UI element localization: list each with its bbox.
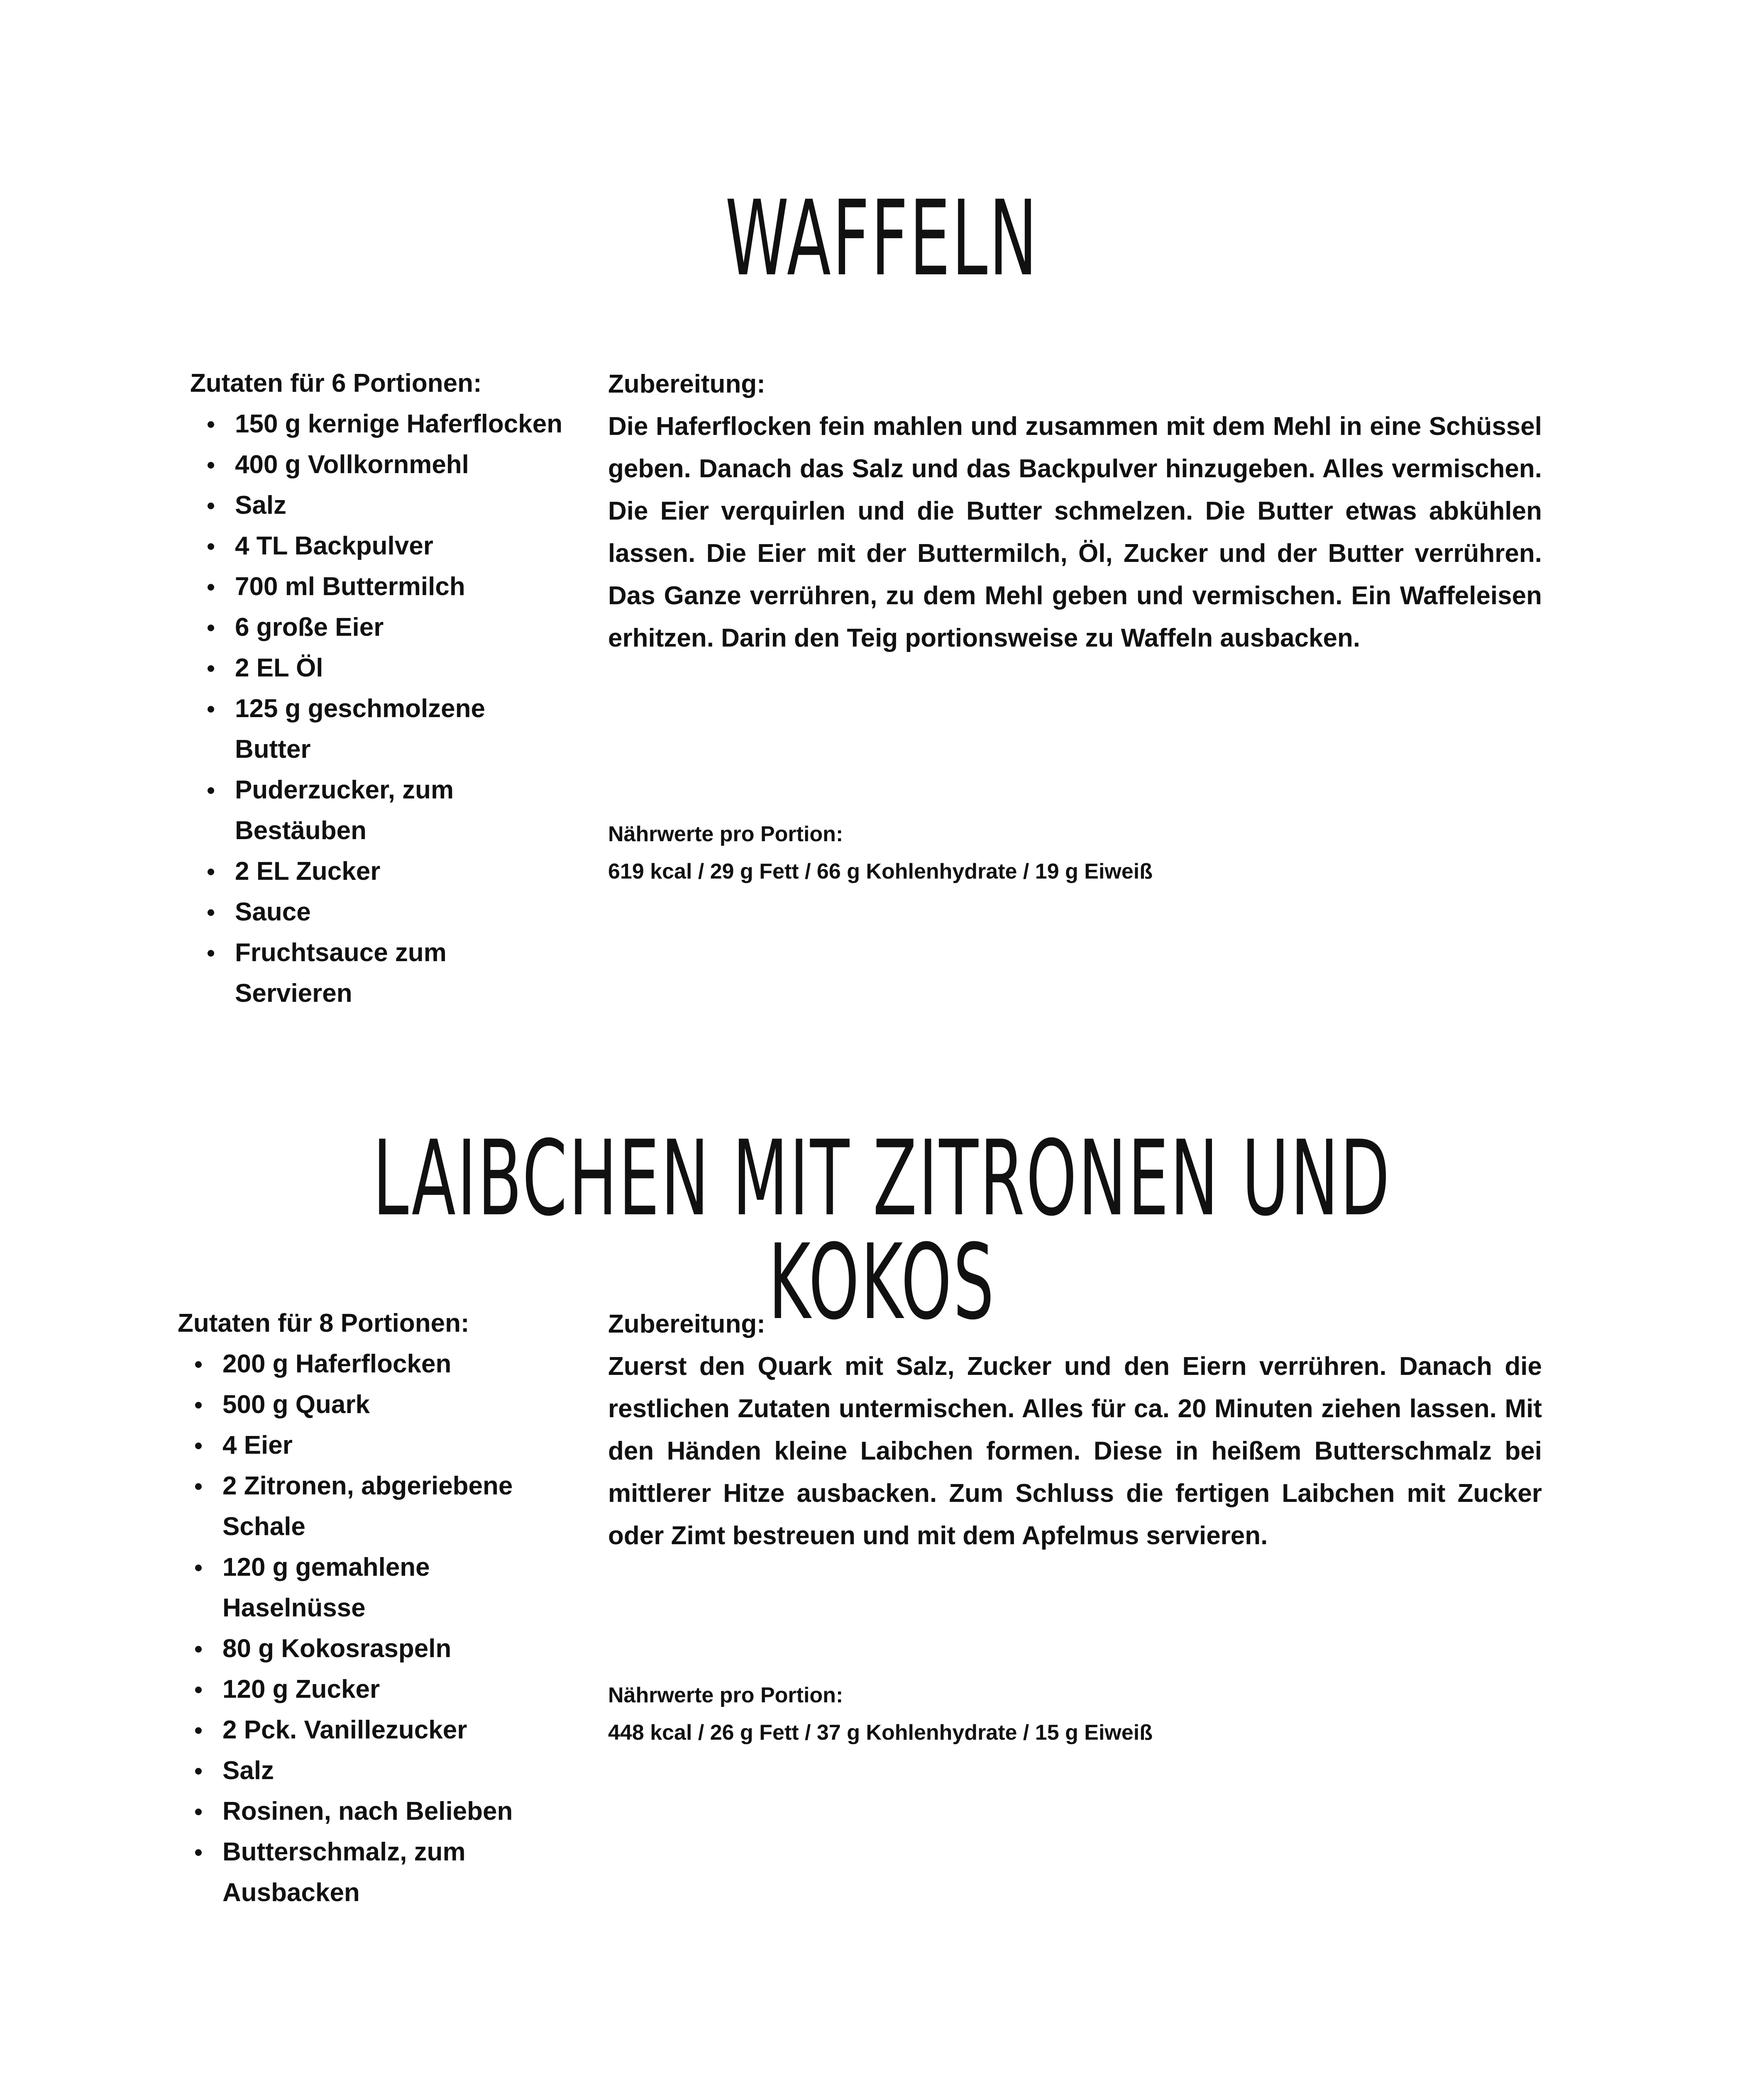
ingredients-section [178,1303,564,1913]
ingredient-item: 4 TL Backpulver [190,526,564,566]
ingredient-item: Rosinen, nach Belieben [178,1791,564,1832]
ingredient-item: 80 g Kokosraspeln [178,1628,564,1669]
ingredient-item: 400 g Vollkornmehl [190,444,564,485]
ingredient-item: 500 g Quark [178,1384,564,1425]
ingredient-item: 120 g gemahlene Haselnüsse [178,1547,564,1628]
preparation-section [608,363,1542,659]
ingredient-item: 2 Zitronen, abgeriebene Schale [178,1466,564,1547]
ingredient-item: Salz [178,1750,564,1791]
ingredient-item: 150 g kernige Haferflocken [190,404,564,444]
nutrition-values: 619 kcal / 29 g Fett / 66 g Kohlenhydrate / 19 g Eiweiß [608,859,1153,884]
nutrition-section [608,1677,1153,1751]
preparation-heading: Zubereitung: [608,1310,765,1338]
ingredient-item: 2 EL Zucker [190,851,564,892]
preparation-heading: Zubereitung: [608,370,765,398]
ingredients-list [178,1344,564,1913]
nutrition-values: 448 kcal / 26 g Fett / 37 g Kohlenhydrate / 15 g Eiweiß [608,1721,1153,1745]
recipe-title: WAFFELN [725,178,1039,299]
preparation-text: Zuerst den Quark mit Salz, Zucker und den Eiern verrühren. Danach die restlichen Zutaten untermischen. Alles für ca. 20 Minuten ziehen lassen. Mit den Händen kleine Laibchen formen. Diese in heißem Butterschmalz bei mittlerer Hitze ausbacken. Zum Schluss die fertigen Laibchen mit Zucker oder Zimt bestreuen und mit dem Apfelmus servieren. [608,1352,1542,1550]
ingredient-item: Puderzucker, zum Bestäuben [190,770,564,851]
ingredients-list [190,404,564,1014]
ingredients-section [190,363,564,1014]
ingredient-item: 125 g geschmolzene Butter [190,688,564,770]
ingredients-heading: Zutaten für 6 Portionen: [190,369,482,398]
ingredient-item: 120 g Zucker [178,1669,564,1710]
ingredient-item: 4 Eier [178,1425,564,1466]
preparation-section [608,1303,1542,1557]
ingredient-item: Butterschmalz, zum Ausbacken [178,1832,564,1913]
ingredient-item: Sauce [190,892,564,933]
ingredient-item: 2 EL Öl [190,648,564,688]
nutrition-heading: Nährwerte pro Portion: [608,1683,843,1707]
ingredient-item: 2 Pck. Vanillezucker [178,1710,564,1750]
recipe-title: LAIBCHEN MIT ZITRONEN UND KOKOS [373,1118,1391,1343]
ingredient-item: Fruchtsauce zum Servieren [190,933,564,1014]
preparation-text: Die Haferflocken fein mahlen und zusammen mit dem Mehl in eine Schüssel geben. Danach das Salz und das Backpulver hinzugeben. Alles vermischen. Die Eier verquirlen und die Butter schmelzen. Die Butter etwas abkühlen lassen. Die Eier mit der Buttermilch, Öl, Zucker und der Butter verrühren. Das Ganze verrühren, zu dem Mehl geben und vermischen. Ein Waffeleisen erhitzen. Darin den Teig portionsweise zu Waffeln ausbacken. [608,412,1542,652]
ingredient-item: Salz [190,485,564,526]
ingredient-item: 6 große Eier [190,607,564,648]
ingredients-heading: Zutaten für 8 Portionen: [178,1309,469,1338]
ingredient-item: 700 ml Buttermilch [190,566,564,607]
nutrition-section [608,815,1153,890]
ingredient-item: 200 g Haferflocken [178,1344,564,1384]
nutrition-heading: Nährwerte pro Portion: [608,822,843,846]
